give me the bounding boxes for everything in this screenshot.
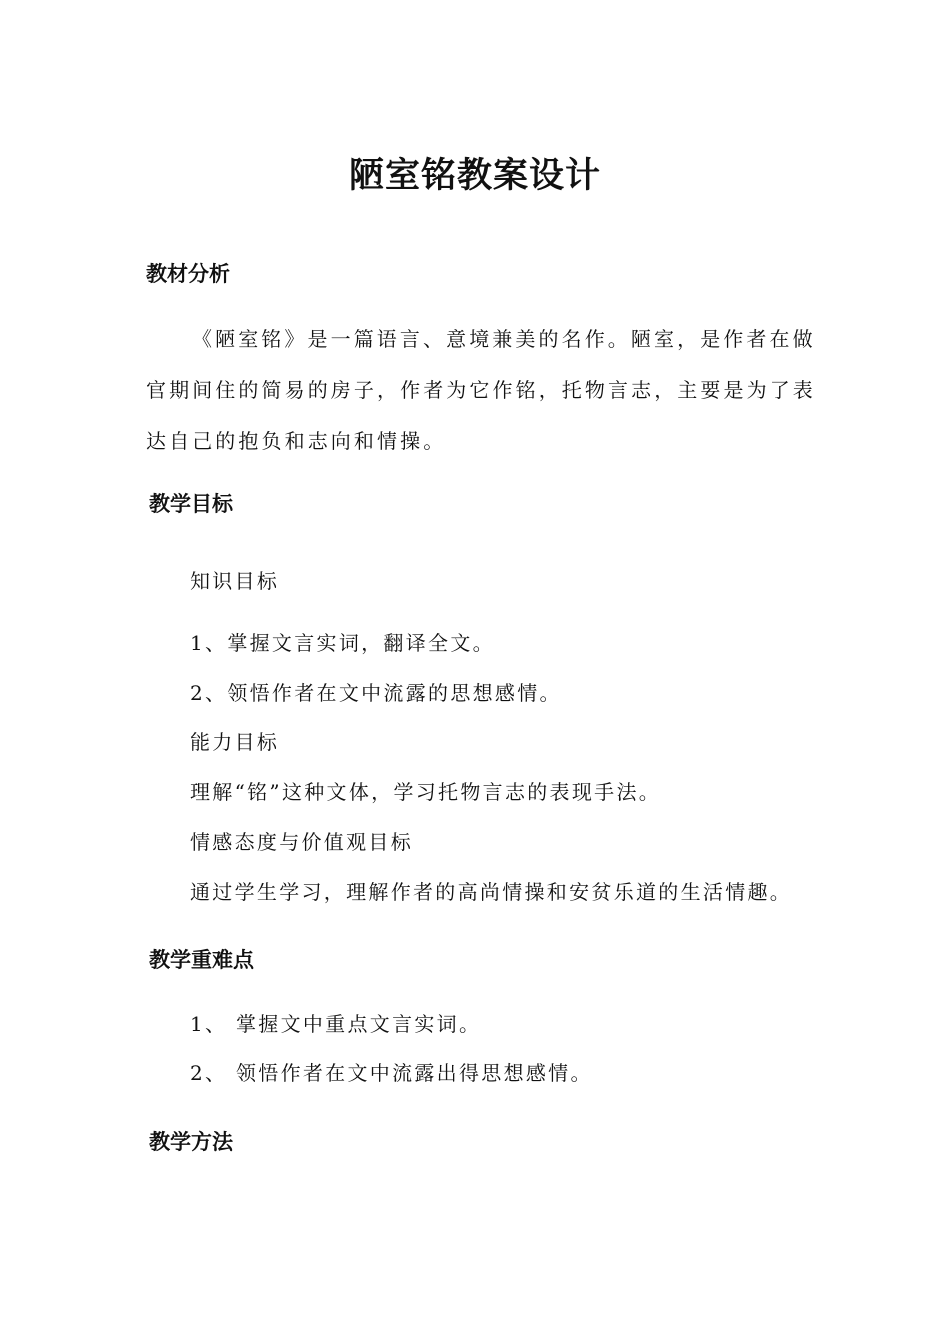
key-point-item: 2、 领悟作者在文中流露出得思想感情。 [190,1061,593,1085]
document-title: 陋室铭教案设计 [348,156,601,196]
section-heading-teaching-goals: 教学目标 [149,492,233,516]
knowledge-goal-item: 1、掌握文言实词，翻译全文。 [190,631,495,655]
section-heading-methods: 教学方法 [149,1130,233,1154]
ability-goal-text: 理解“铭”这种文体，学习托物言志的表现手法。 [190,780,662,804]
knowledge-goals-label: 知识目标 [190,569,280,593]
knowledge-goal-item: 2、领悟作者在文中流露的思想感情。 [190,681,562,705]
paragraph-line: 《陋室铭》是一篇语言、意境兼美的名作。陋室，是作者在做 [192,327,816,351]
paragraph-line: 官期间住的简易的房子，作者为它作铭，托物言志，主要是为了表 [146,378,816,402]
emotion-goal-text: 通过学生学习，理解作者的高尚情操和安贫乐道的生活情趣。 [190,880,793,904]
ability-goals-label: 能力目标 [190,730,280,754]
section-heading-material-analysis: 教材分析 [146,262,230,286]
emotion-goals-label: 情感态度与价值观目标 [190,830,413,854]
paragraph-line: 达自己的抱负和志向和情操。 [146,429,447,453]
material-analysis-paragraph [146,314,816,467]
key-point-item: 1、 掌握文中重点文言实词。 [190,1012,482,1036]
section-heading-key-points: 教学重难点 [149,948,254,972]
